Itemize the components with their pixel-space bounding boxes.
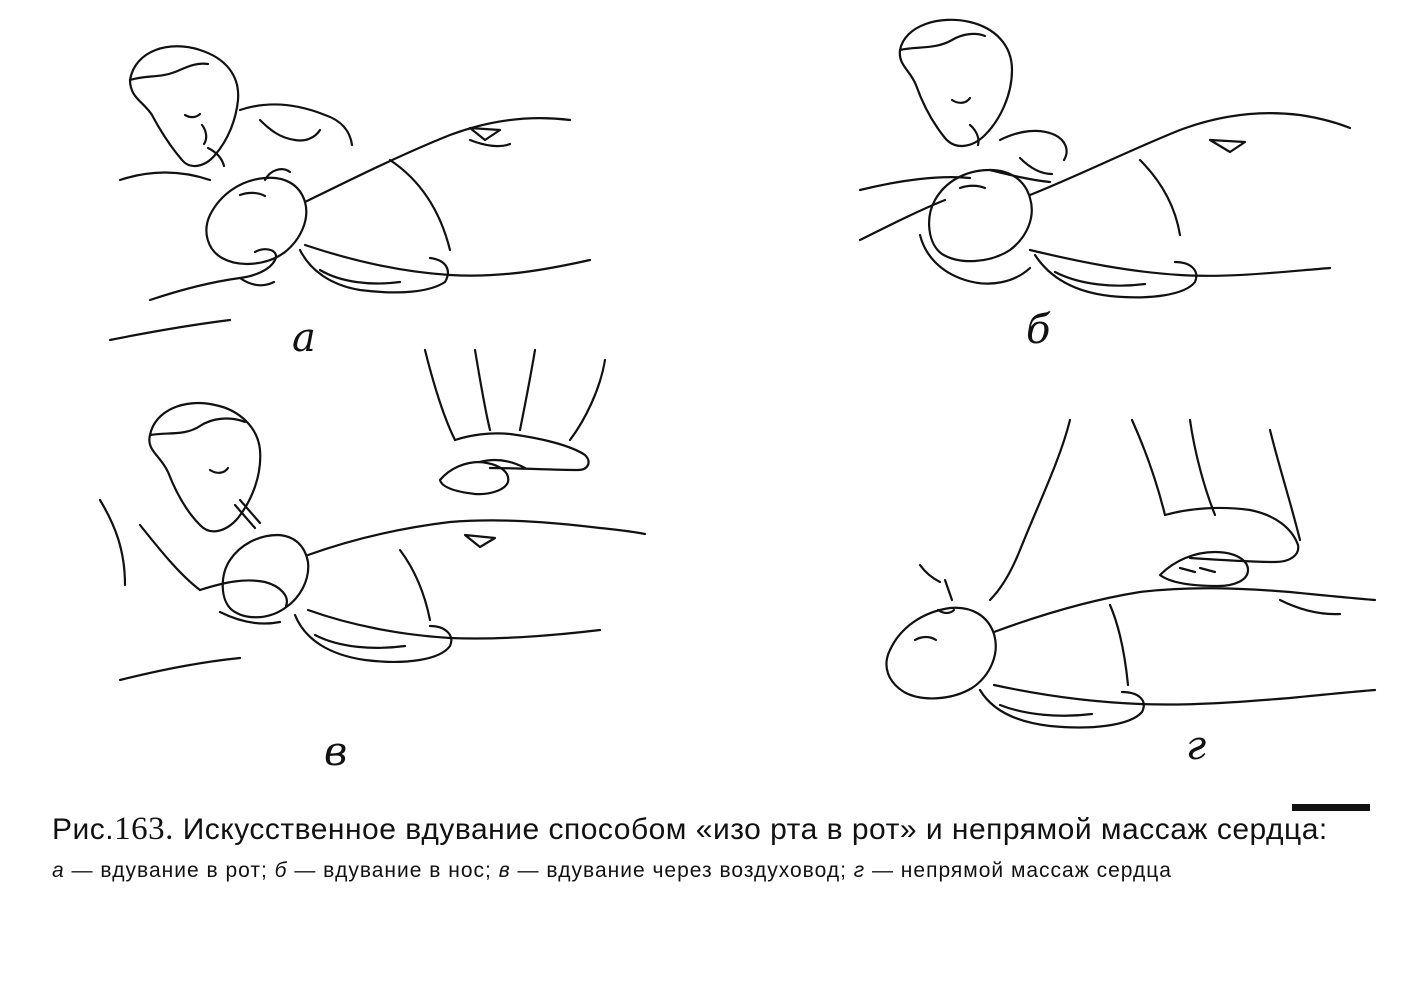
- legend-text-b: вдувание в нос;: [323, 859, 492, 882]
- caption-legend: [52, 857, 1382, 884]
- panel-label-a: а: [292, 315, 316, 361]
- legend-text-g: непрямой массаж сердца: [900, 859, 1172, 882]
- panel-label-g: г: [1186, 723, 1207, 769]
- illustration-chest-compressions: [860, 400, 1380, 760]
- panel-label-b: б: [1026, 307, 1051, 353]
- legend-letter-b: б: [274, 859, 288, 882]
- caption-prefix: Рис.: [52, 813, 115, 846]
- illustration-mouth-to-nose: [840, 10, 1380, 360]
- legend-text-v: вдувание через воздуховод;: [546, 859, 847, 882]
- caption-title-line: [52, 810, 1382, 849]
- illustration-mouth-to-mouth: [90, 20, 610, 360]
- legend-letter-g: г: [853, 859, 866, 882]
- legend-dash: —: [865, 859, 901, 882]
- panel-label-v: в: [324, 729, 348, 775]
- figure-caption: [52, 810, 1382, 884]
- legend-text-a: вдувание в рот;: [100, 859, 268, 882]
- legend-dash: —: [287, 859, 324, 882]
- legend-dash: —: [510, 859, 547, 882]
- caption-title: Искусственное вдувание способом «изо рта в рот» и непрямой массаж сердца:: [182, 813, 1328, 846]
- caption-figure-number: 163.: [114, 811, 174, 847]
- legend-letter-a: а: [52, 859, 65, 882]
- illustration-airway-ventilation: [80, 350, 650, 775]
- legend-dash: —: [64, 859, 101, 882]
- legend-letter-v: в: [498, 859, 511, 882]
